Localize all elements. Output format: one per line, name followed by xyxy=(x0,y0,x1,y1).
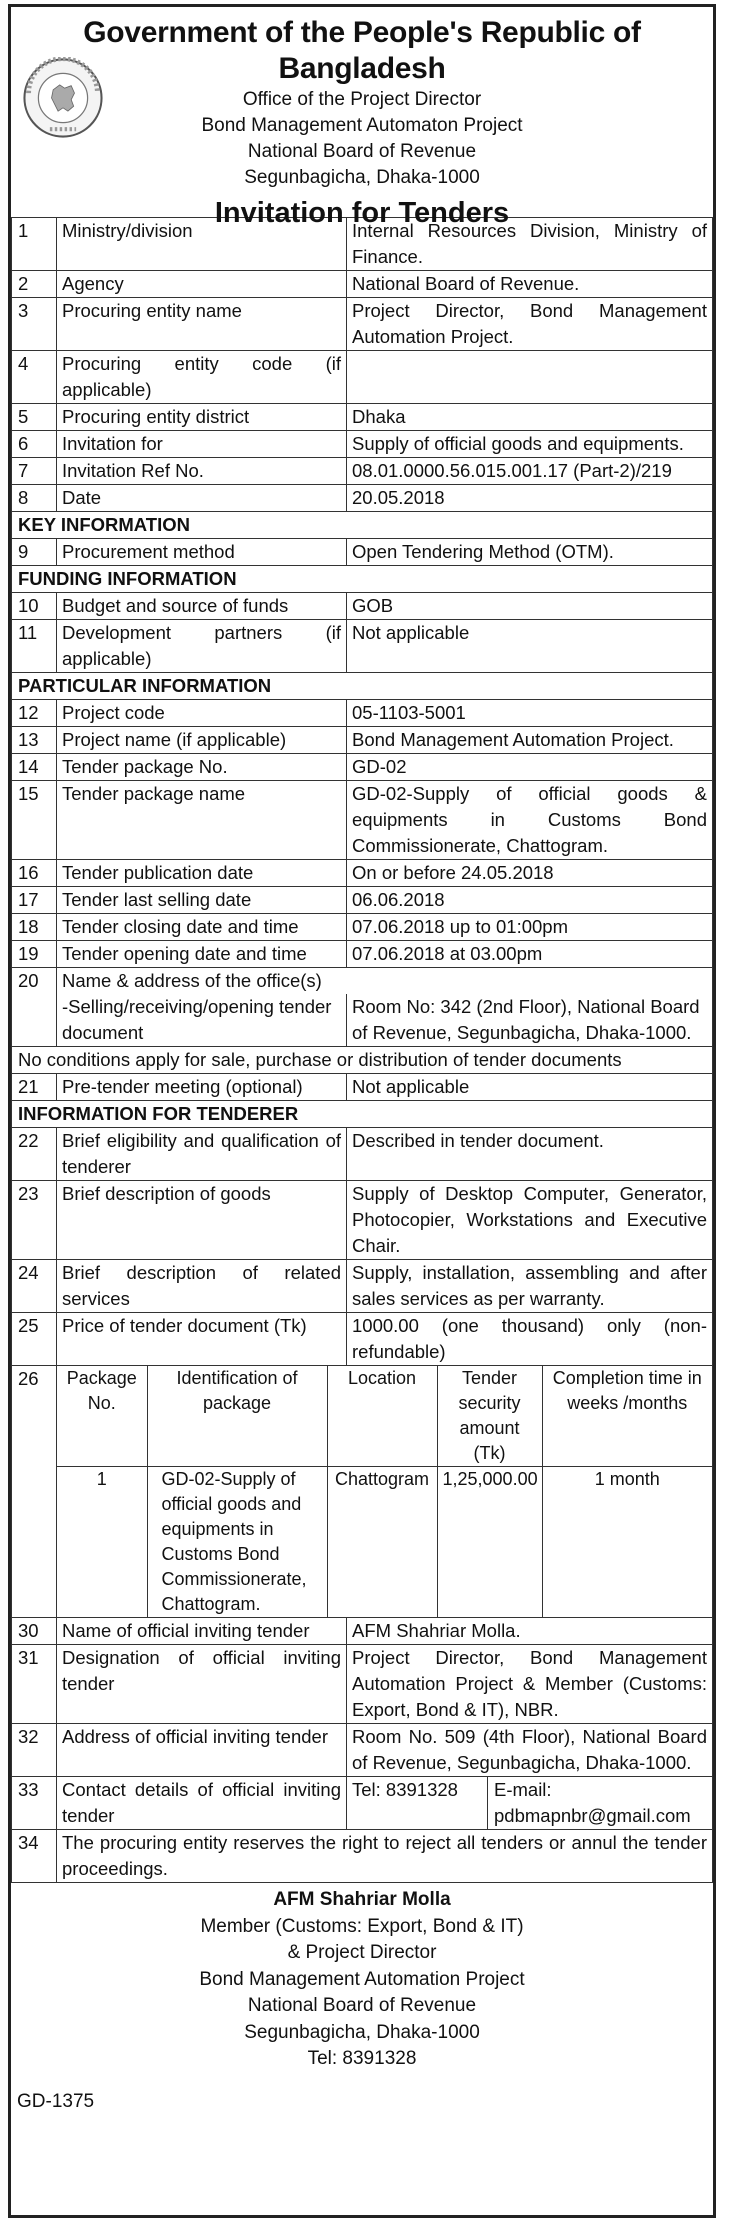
package-cell xyxy=(57,1366,713,1618)
row-number: 12 xyxy=(12,700,57,727)
row-value: GD-02-Supply of official goods & equipments in Customs Bond Commissionerate, Chattogram. xyxy=(347,781,713,860)
row-value: GD-02 xyxy=(347,754,713,781)
row-value: 1000.00 (one thousand) only (non-refundable) xyxy=(347,1313,713,1366)
table-row xyxy=(12,1128,713,1181)
row-number: 16 xyxy=(12,860,57,887)
table-row xyxy=(12,914,713,941)
row-label: Name & address of the office(s) xyxy=(57,968,713,995)
government-seal-icon xyxy=(22,57,104,139)
row-label: Invitation for xyxy=(57,431,347,458)
row-number: 9 xyxy=(12,539,57,566)
notice-title: Government of the People's Republic of Bangladesh xyxy=(83,16,641,85)
row-value: 07.06.2018 up to 01:00pm xyxy=(347,914,713,941)
row-number: 32 xyxy=(12,1724,57,1777)
row-label: Procuring entity name xyxy=(57,298,347,351)
signatory-line: National Board of Revenue xyxy=(247,1995,477,2016)
row-label: Project name (if applicable) xyxy=(57,727,347,754)
row-label: Price of tender document (Tk) xyxy=(57,1313,347,1366)
contact-email-block xyxy=(488,1777,697,1829)
table-row xyxy=(12,968,713,995)
contact-wrap xyxy=(347,1777,712,1829)
table-row xyxy=(12,593,713,620)
row-label: Pre-tender meeting (optional) xyxy=(57,1074,347,1101)
package-cell-value: 1,25,000.00 xyxy=(437,1467,542,1618)
row-value: Open Tendering Method (OTM). xyxy=(347,539,713,566)
address-line: Segunbagicha, Dhaka-1000 xyxy=(244,167,480,188)
contact-cell xyxy=(347,1777,713,1830)
table-row xyxy=(12,1830,713,1883)
table-row xyxy=(12,754,713,781)
table-row xyxy=(12,1366,713,1618)
row-value: Bond Management Automation Project. xyxy=(347,727,713,754)
package-cell-value: Chattogram xyxy=(327,1467,437,1618)
row-label: Invitation Ref No. xyxy=(57,458,347,485)
signatory-line: Member (Customs: Export, Bond & IT) xyxy=(200,1915,524,1937)
row-number: 6 xyxy=(12,431,57,458)
row-label: Brief eligibility and qualification of tenderer xyxy=(57,1128,347,1181)
signatory-line: & Project Director xyxy=(287,1942,437,1963)
table-row xyxy=(12,700,713,727)
row-value: Room No. 509 (4th Floor), National Board of Revenue, Segunbagicha, Dhaka-1000. xyxy=(347,1724,713,1777)
row-number: 33 xyxy=(12,1777,57,1830)
table-row xyxy=(12,1618,713,1645)
package-cell-value: 1 xyxy=(57,1467,147,1618)
row-number: 18 xyxy=(12,914,57,941)
row-value: On or before 24.05.2018 xyxy=(347,860,713,887)
notice-code: GD-1375 xyxy=(17,2090,95,2112)
conditions-text: No conditions apply for sale, purchase or distribution of tender documents xyxy=(12,1047,713,1074)
table-row xyxy=(12,887,713,914)
row-label: Tender package No. xyxy=(57,754,347,781)
tender-table xyxy=(11,217,713,1883)
row-label: Tender publication date xyxy=(57,860,347,887)
table-row xyxy=(12,539,713,566)
signatory-line: Tel: 8391328 xyxy=(307,2048,417,2069)
row-number: 5 xyxy=(12,404,57,431)
table-row xyxy=(12,1777,713,1830)
row-label: Address of official inviting tender xyxy=(57,1724,347,1777)
signature-block xyxy=(11,1883,713,2117)
row-value: The procuring entity reserves the right to reject all tenders or annul the tender proceedings. xyxy=(57,1830,713,1883)
row-number: 31 xyxy=(12,1645,57,1724)
row-number: 11 xyxy=(12,620,57,673)
row-value: Described in tender document. xyxy=(347,1128,713,1181)
row-value: Supply, installation, assembling and after sales services as per warranty. xyxy=(347,1260,713,1313)
row-label: Name of official inviting tender xyxy=(57,1618,347,1645)
section-heading xyxy=(12,673,713,700)
table-row xyxy=(12,271,713,298)
table-row xyxy=(12,1724,713,1777)
package-table xyxy=(57,1366,712,1617)
conditions-row xyxy=(12,1047,713,1074)
row-label: Budget and source of funds xyxy=(57,593,347,620)
row-label: Contact details of official inviting tender xyxy=(57,1777,347,1830)
row-label: Development partners (if applicable) xyxy=(57,620,347,673)
row-label: Brief description of goods xyxy=(57,1181,347,1260)
row-number: 13 xyxy=(12,727,57,754)
table-row xyxy=(12,727,713,754)
page-title: Invitation for Tenders xyxy=(214,197,510,229)
package-header: Location xyxy=(327,1366,437,1467)
package-cell-value: GD-02-Supply of official goods and equipments in Customs Bond Commissionerate, Chattogram. xyxy=(147,1467,327,1618)
board-line: National Board of Revenue xyxy=(247,141,477,162)
section-heading xyxy=(12,512,713,539)
row-number: 23 xyxy=(12,1181,57,1260)
section-title: FUNDING INFORMATION xyxy=(12,566,713,593)
row-number: 1 xyxy=(12,218,57,271)
row-label: Ministry/division xyxy=(57,218,347,271)
table-row xyxy=(12,351,713,404)
row-value: National Board of Revenue. xyxy=(347,271,713,298)
row-number: 26 xyxy=(12,1366,57,1618)
row-number: 4 xyxy=(12,351,57,404)
row-number: 19 xyxy=(12,941,57,968)
notice-header xyxy=(11,7,713,229)
table-row xyxy=(12,994,713,1047)
row-value: Supply of Desktop Computer, Generator, Photocopier, Workstations and Executive Chair. xyxy=(347,1181,713,1260)
row-value: Project Director, Bond Management Automation Project & Member (Customs: Export, Bond & IT), NBR. xyxy=(347,1645,713,1724)
row-number: 7 xyxy=(12,458,57,485)
table-row xyxy=(12,781,713,860)
package-header: Completion time in weeks /months xyxy=(542,1366,712,1467)
row-number: 3 xyxy=(12,298,57,351)
row-value: Supply of official goods and equipments. xyxy=(347,431,713,458)
row-label: Project code xyxy=(57,700,347,727)
row-label: Agency xyxy=(57,271,347,298)
row-number: 24 xyxy=(12,1260,57,1313)
row-label: Date xyxy=(57,485,347,512)
row-value: GOB xyxy=(347,593,713,620)
row-label: Procuring entity code (if applicable) xyxy=(57,351,347,404)
table-row xyxy=(12,860,713,887)
row-value: Internal Resources Division, Ministry of Finance. xyxy=(347,218,713,271)
row-number: 34 xyxy=(12,1830,57,1883)
row-number: 21 xyxy=(12,1074,57,1101)
row-value: 20.05.2018 xyxy=(347,485,713,512)
row-number: 25 xyxy=(12,1313,57,1366)
row-value xyxy=(347,351,713,404)
row-number-cont xyxy=(12,994,57,1047)
row-number: 10 xyxy=(12,593,57,620)
table-row xyxy=(12,298,713,351)
row-label: Brief description of related services xyxy=(57,1260,347,1313)
table-row xyxy=(12,1260,713,1313)
email-label: E-mail: xyxy=(494,1779,552,1800)
row-value: AFM Shahriar Molla. xyxy=(347,1618,713,1645)
row-value: 07.06.2018 at 03.00pm xyxy=(347,941,713,968)
row-label: Tender closing date and time xyxy=(57,914,347,941)
package-header-row xyxy=(57,1366,712,1467)
row-number: 14 xyxy=(12,754,57,781)
signatory-name: AFM Shahriar Molla xyxy=(273,1889,451,1910)
row-value: 06.06.2018 xyxy=(347,887,713,914)
section-title: KEY INFORMATION xyxy=(12,512,713,539)
row-value: Dhaka xyxy=(347,404,713,431)
row-label: Tender package name xyxy=(57,781,347,860)
package-row xyxy=(57,1467,712,1618)
section-heading xyxy=(12,1101,713,1128)
row-label: Designation of official inviting tender xyxy=(57,1645,347,1724)
table-row xyxy=(12,1313,713,1366)
row-number: 30 xyxy=(12,1618,57,1645)
row-value: Room No: 342 (2nd Floor), National Board of Revenue, Segunbagicha, Dhaka-1000. xyxy=(347,994,713,1047)
package-cell-value: 1 month xyxy=(542,1467,712,1618)
row-value: Project Director, Bond Management Automation Project. xyxy=(347,298,713,351)
row-number: 17 xyxy=(12,887,57,914)
row-label: Procurement method xyxy=(57,539,347,566)
package-header: Identification of package xyxy=(147,1366,327,1467)
table-row xyxy=(12,1645,713,1724)
table-row xyxy=(12,458,713,485)
row-number: 20 xyxy=(12,968,57,995)
section-title: INFORMATION FOR TENDERER xyxy=(12,1101,713,1128)
row-value: 05-1103-5001 xyxy=(347,700,713,727)
table-row xyxy=(12,1074,713,1101)
row-label: Tender last selling date xyxy=(57,887,347,914)
section-title: PARTICULAR INFORMATION xyxy=(12,673,713,700)
signatory-line: Segunbagicha, Dhaka-1000 xyxy=(244,2021,480,2043)
row-number: 8 xyxy=(12,485,57,512)
table-row xyxy=(12,620,713,673)
row-number: 22 xyxy=(12,1128,57,1181)
contact-tel: Tel: 8391328 xyxy=(347,1777,488,1829)
project-line: Bond Management Automaton Project xyxy=(201,115,523,136)
row-label: Procuring entity district xyxy=(57,404,347,431)
row-value: Not applicable xyxy=(347,620,713,673)
package-header: Package No. xyxy=(66,1368,137,1413)
row-label: -Selling/receiving/opening tender document xyxy=(57,994,347,1047)
row-number: 15 xyxy=(12,781,57,860)
row-label: Tender opening date and time xyxy=(57,941,347,968)
table-row xyxy=(12,404,713,431)
tender-notice xyxy=(8,4,716,2218)
row-number: 2 xyxy=(12,271,57,298)
row-value: 08.01.0000.56.015.001.17 (Part-2)/219 xyxy=(347,458,713,485)
package-header: Tender security amount (Tk) xyxy=(437,1366,542,1467)
email-address: pdbmapnbr@gmail.com xyxy=(494,1805,691,1826)
table-row xyxy=(12,431,713,458)
table-row xyxy=(12,485,713,512)
signatory-line: Bond Management Automation Project xyxy=(199,1968,525,1990)
office-line: Office of the Project Director xyxy=(242,89,482,110)
row-value: Not applicable xyxy=(347,1074,713,1101)
table-row xyxy=(12,1181,713,1260)
section-heading xyxy=(12,566,713,593)
table-row xyxy=(12,941,713,968)
